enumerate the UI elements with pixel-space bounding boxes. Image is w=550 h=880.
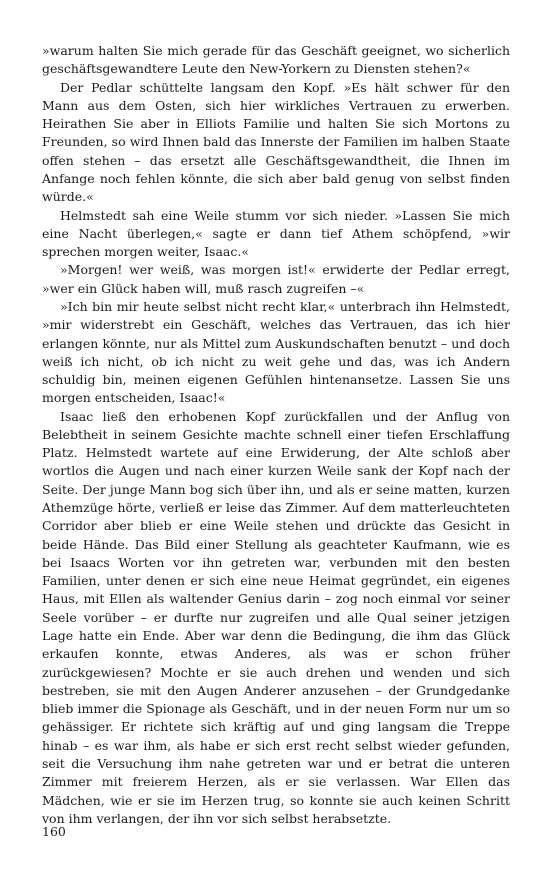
- paragraph-1: »warum halten Sie mich gerade für das Geschäft geeignet, wo sicherlich geschäftsgewandtere Leute den New-Yorkern zu Diensten stehen?«: [42, 43, 510, 77]
- page-number: 160: [42, 824, 66, 839]
- paragraph-6: Isaac ließ den erhobenen Kopf zurückfallen und der Anflug von Belebtheit in seinem Gesichte machte schnell einer tiefen Erschlaffung Platz. Helmstedt wartete auf eine Erwiderung, der Alte schloß aber wortlos die Augen und nach einer kurzen Weile sank der Kopf nach der Seite. Der junge Mann bog sich über ihn, und als er seine matten, kurzen Athemzüge hörte, verließ er leise das Zimmer. Auf dem matterleuchteten Corridor aber blieb er eine Weile stehen und drückte das Gesicht in beide Hände. Das Bild einer Stellung als geachteter Kaufmann, wie es bei Isaacs Worten vor ihn getreten war, verbunden mit den besten Familien, unter denen er sich eine neue Heimat gegründet, ein eigenes Haus, mit Ellen als waltender Genius darin – zog noch einmal vor seiner Seele vorüber – er durfte nur zugreifen und alle Qual seiner jetzigen Lage hatte ein Ende. Aber war denn die Bedingung, die ihm das Glück erkaufen konnte, etwas Anderes, als was er schon früher zurückgewiesen? Mochte er sie auch drehen und wenden und sich bestreben, sie mit den Augen Anderer anzusehen – der Grundgedanke blieb immer die Spionage als Geschäft, und in der neuen Form nur um so gehässiger. Er richtete sich kräftig auf und ging langsam die Treppe hinab – es war ihm, als habe er sich erst recht selbst wieder gefunden, seit die Versuchung ihm nahe getreten war und er betrat die unteren Zimmer mit freierem Herzen, als er sie verlassen. War Ellen das Mädchen, wie er sie im Herzen trug, so konnte sie auch keinen Schritt von ihm verlangen, der ihn vor sich selbst herabsetzte.: [42, 408, 510, 826]
- paragraph-5: »Ich bin mir heute selbst nicht recht klar,« unterbrach ihn Helmstedt, »mir widerstrebt ein Geschäft, welches das Vertrauen, das ich hier erlangen könnte, nur als Mittel zum Auskundschaften benutzt – und doch weiß ich nicht, ob ich nicht zu weit gehe und das, was ich Andern schuldig bin, meinen eigenen Gefühlen hintenansetze. Lassen Sie uns morgen entscheiden, Isaac!«: [42, 298, 510, 406]
- paragraph-2: Der Pedlar schüttelte langsam den Kopf. »Es hält schwer für den Mann aus dem Osten, sich hier wirkliches Vertrauen zu erwerben. Heirathen Sie aber in Elliots Familie und halten Sie sich Mortons zu Freunden, so wird Ihnen bald das Innerste der Familien im halben Staate offen stehen – das ersetzt alle Geschäftsgewandtheit, die Ihnen im Anfange noch fehlen könnte, die sich aber bald genug von selbst finden würde.«: [42, 79, 510, 205]
- paragraph-3: Helmstedt sah eine Weile stumm vor sich nieder. »Lassen Sie mich eine Nacht überlegen,« sagte er dann tief Athem schöpfend, »wir sprechen morgen weiter, Isaac.«: [42, 207, 510, 260]
- page-body: [42, 42, 510, 832]
- paragraph-4: »Morgen! wer weiß, was morgen ist!« erwiderte der Pedlar erregt, »wer ein Glück haben will, muß rasch zugreifen –«: [42, 262, 510, 296]
